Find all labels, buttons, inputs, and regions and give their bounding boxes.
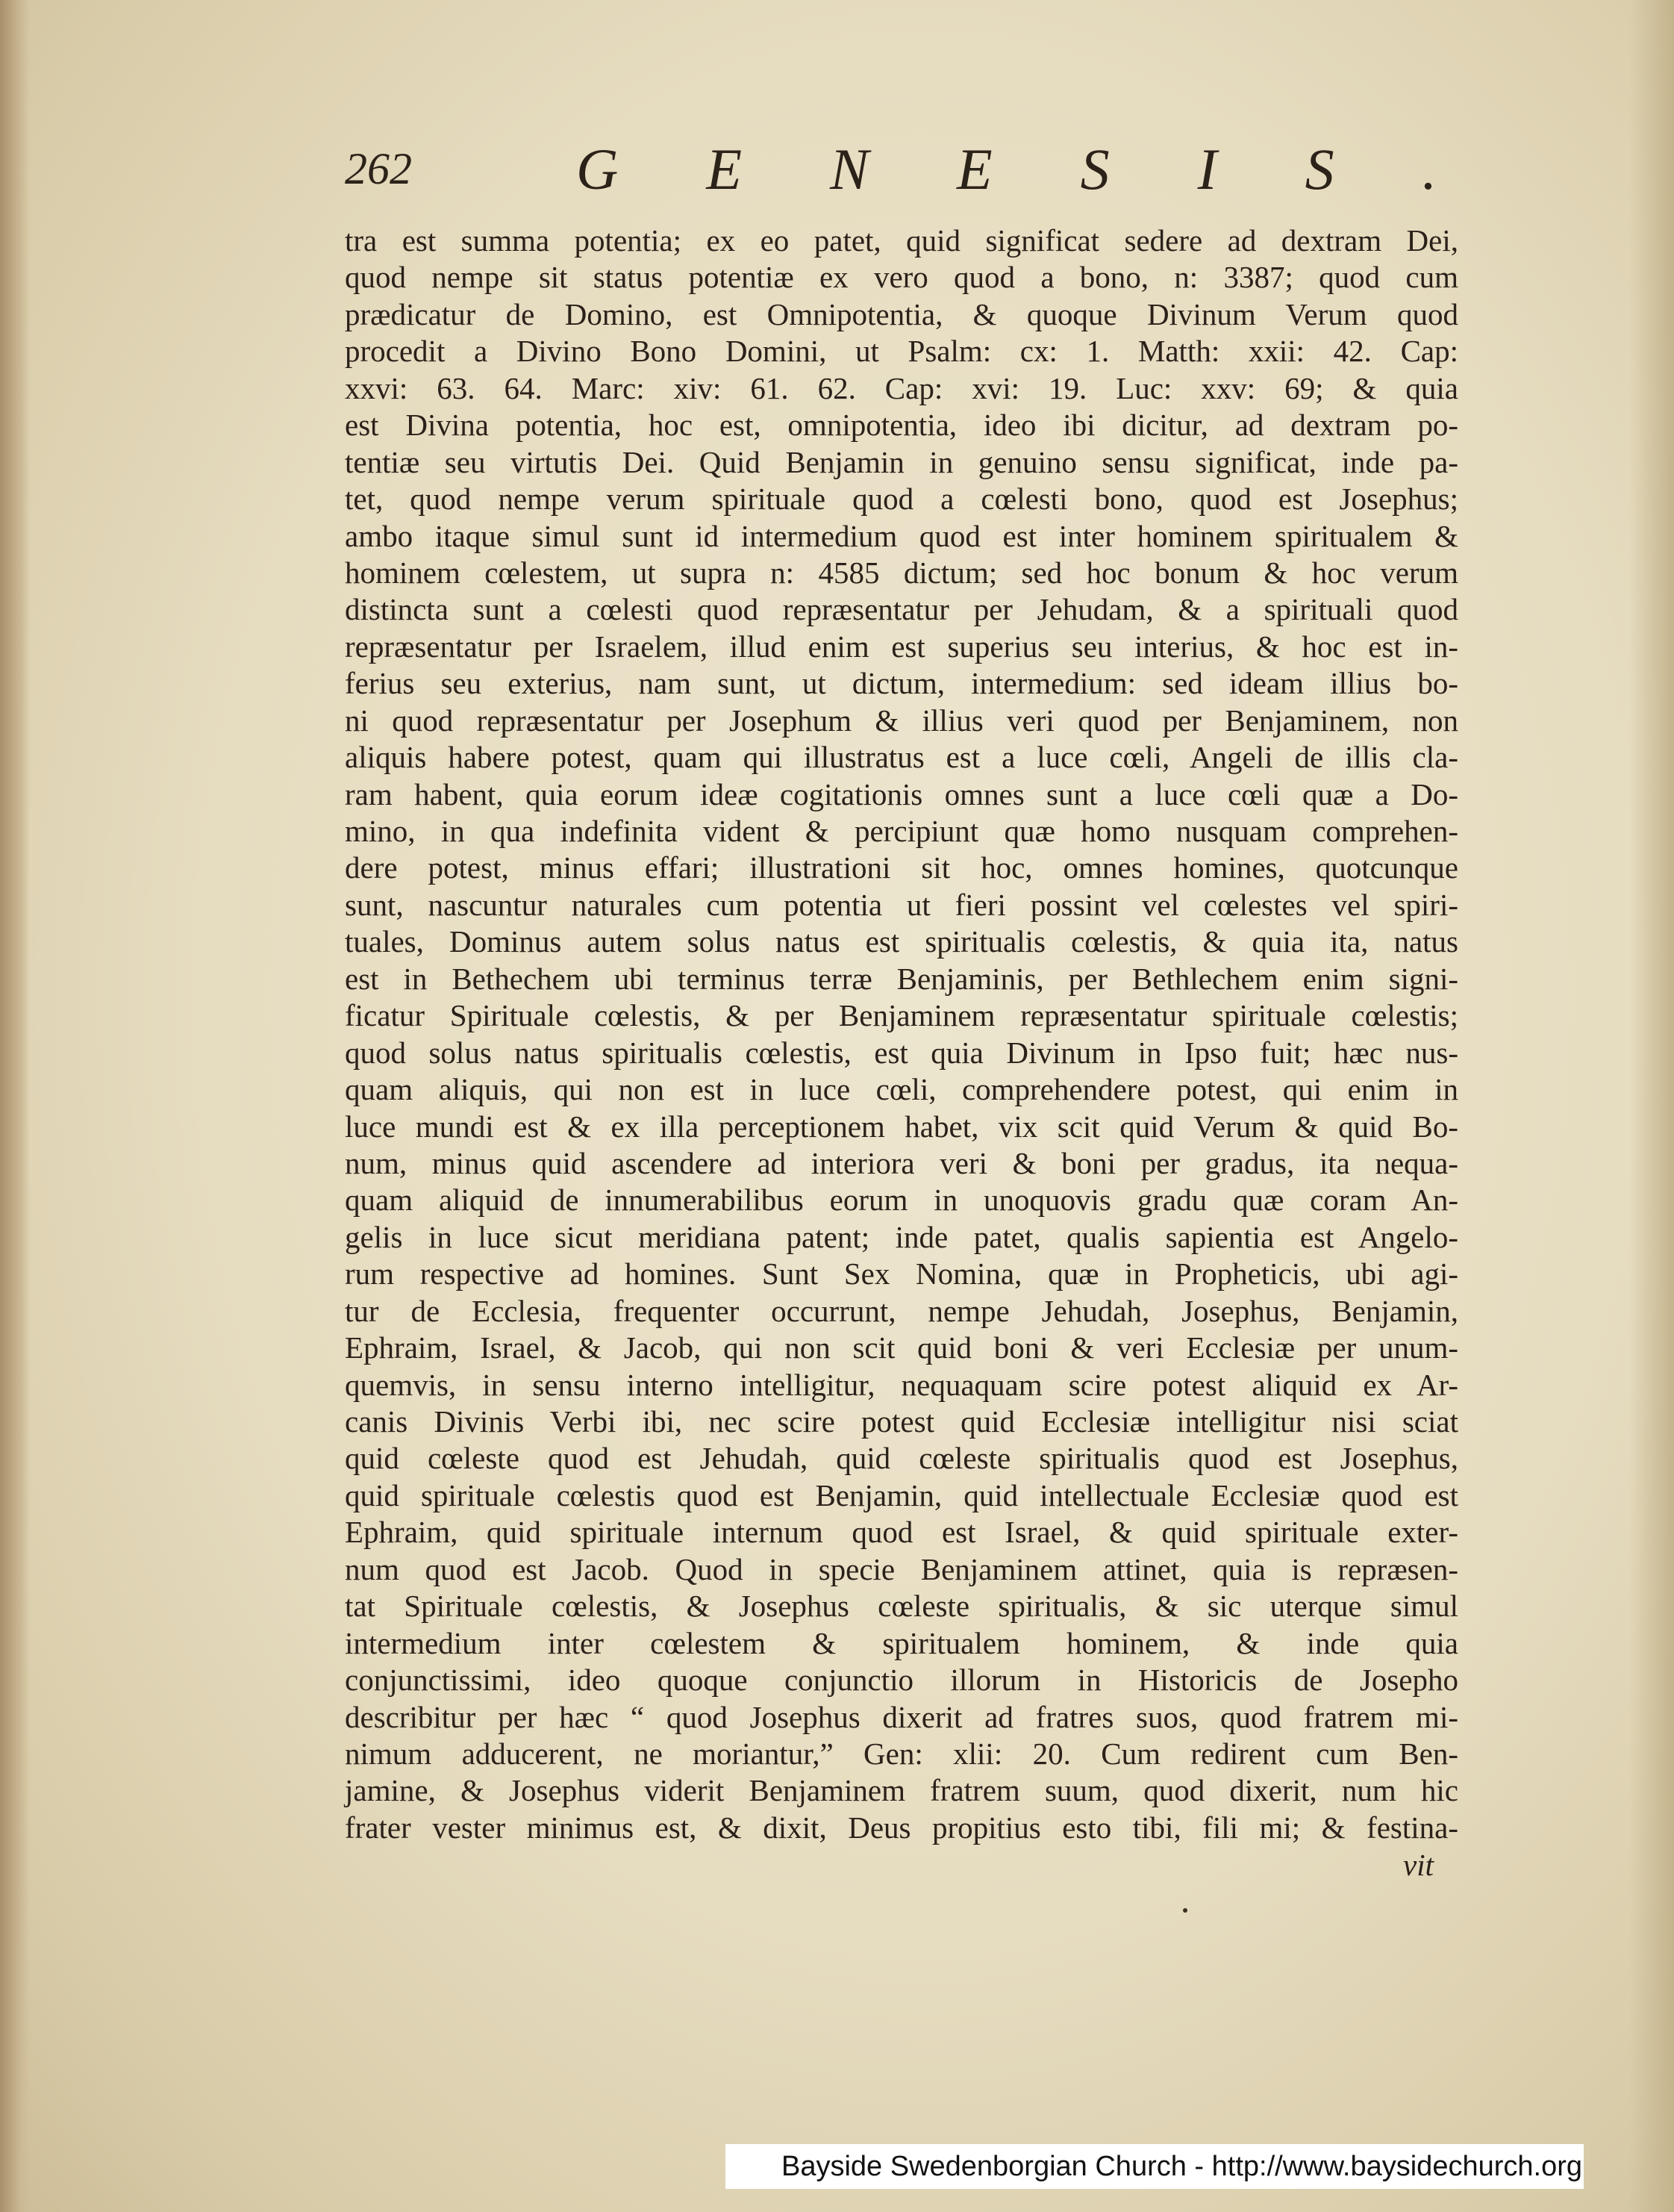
- text-line: tuales, Dominus autem solus natus est spiritualis cœlestis, & quia ita, natus: [345, 924, 1458, 959]
- text-line: quid spirituale cœlestis quod est Benjamin, quid intellectuale Ecclesiæ quod est: [345, 1477, 1458, 1512]
- watermark-banner: Bayside Swedenborgian Church - http://www.baysidechurch.org: [725, 2144, 1584, 2189]
- text-line: est in Bethechem ubi terminus terræ Benjaminis, per Bethlechem enim signi-: [345, 961, 1458, 996]
- text-line: Ephraim, quid spirituale internum quod est Israel, & quid spirituale exter-: [345, 1515, 1458, 1550]
- catchword: vit: [1403, 1848, 1434, 1882]
- running-title: GENESIS.: [576, 137, 1525, 202]
- page-number: 262: [345, 144, 412, 193]
- text-line: describitur per hæc “ quod Josephus dixerit ad fratres suos, quod fratrem mi-: [345, 1699, 1458, 1734]
- text-line: quemvis, in sensu interno intelligitur, nequaquam scire potest aliquid ex Ar-: [345, 1367, 1458, 1402]
- page-header: [345, 136, 1525, 211]
- text-line: tat Spirituale cœlestis, & Josephus cœleste spiritualis, & sic uterque simul: [345, 1589, 1458, 1624]
- text-line: [345, 1884, 1458, 1920]
- text-line: est Divina potentia, hoc est, omnipotentia, ideo ibi dicitur, ad dextram po-: [345, 408, 1458, 443]
- page-edge-shadow: [1629, 0, 1674, 2212]
- text-line: sunt, nascuntur naturales cum potentia ut fieri possint vel cœlestes vel spiri-: [345, 887, 1458, 922]
- text-line: num quod est Jacob. Quod in specie Benjaminem attinet, quia is repræsen-: [345, 1551, 1458, 1586]
- text-line: procedit a Divino Bono Domini, ut Psalm: cx: 1. Matth: xxii: 42. Cap:: [345, 334, 1458, 369]
- text-line: [345, 1846, 1458, 1883]
- text-line: mino, in qua indefinita vident & percipiunt quæ homo nusquam comprehen-: [345, 814, 1458, 848]
- text-line: aliquis habere potest, quam qui illustratus est a luce cœli, Angeli de illis cla-: [345, 740, 1458, 775]
- ink-speck: [1183, 1908, 1187, 1913]
- text-line: luce mundi est & ex illa perceptionem habet, vix scit quid Verum & quid Bo-: [345, 1109, 1458, 1144]
- text-line: repræsentatur per Israelem, illud enim est superius seu interius, & hoc est in-: [345, 629, 1458, 664]
- text-line: hominem cœlestem, ut supra n: 4585 dictum; sed hoc bonum & hoc verum: [345, 555, 1458, 590]
- text-line: tet, quod nempe verum spirituale quod a cœlesti bono, quod est Josephus;: [345, 482, 1458, 517]
- text-line: num, minus quid ascendere ad interiora veri & boni per gradus, ita nequa-: [345, 1145, 1458, 1180]
- text-line: xxvi: 63. 64. Marc: xiv: 61. 62. Cap: xvi: 19. Luc: xxv: 69; & quia: [345, 370, 1458, 405]
- text-line: Ephraim, Israel, & Jacob, qui non scit quid boni & veri Ecclesiæ per unum-: [345, 1330, 1458, 1365]
- text-line: frater vester minimus est, & dixit, Deus propitius esto tibi, fili mi; & festina-: [345, 1810, 1458, 1845]
- text-line: rum respective ad homines. Sunt Sex Nomina, quæ in Propheticis, ubi agi-: [345, 1256, 1458, 1292]
- text-line: nimum adducerent, ne moriantur,” Gen: xlii: 20. Cum redirent cum Ben-: [345, 1736, 1458, 1771]
- text-line: intermedium inter cœlestem & spiritualem hominem, & inde quia: [345, 1625, 1458, 1660]
- page-spine-shadow: [0, 0, 30, 2212]
- text-line: quod solus natus spiritualis cœlestis, est quia Divinum in Ipso fuit; hæc nus-: [345, 1035, 1458, 1070]
- text-line: dere potest, minus effari; illustrationi sit hoc, omnes homines, quotcunque: [345, 850, 1458, 885]
- text-line: ficatur Spirituale cœlestis, & per Benjaminem repræsentatur spirituale cœlestis;: [345, 998, 1458, 1033]
- text-line: ram habent, quia eorum ideæ cogitationis omnes sunt a luce cœli quæ a Do-: [345, 776, 1458, 811]
- text-line: distincta sunt a cœlesti quod repræsentatur per Jehudam, & a spirituali quod: [345, 592, 1458, 627]
- text-line: gelis in luce sicut meridiana patent; inde patet, qualis sapientia est Angelo-: [345, 1219, 1458, 1254]
- text-line: prædicatur de Domino, est Omnipotentia, & quoque Divinum Verum quod: [345, 296, 1458, 331]
- text-line: quid cœleste quod est Jehudah, quid cœleste spiritualis quod est Josephus,: [345, 1441, 1458, 1476]
- text-line: quam aliquis, qui non est in luce cœli, comprehendere potest, qui enim in: [345, 1072, 1458, 1107]
- body-text: [345, 222, 1458, 1920]
- text-line: canis Divinis Verbi ibi, nec scire potest quid Ecclesiæ intelligitur nisi sciat: [345, 1404, 1458, 1439]
- text-line: conjunctissimi, ideo quoque conjunctio illorum in Historicis de Josepho: [345, 1663, 1458, 1698]
- text-line: ambo itaque simul sunt id intermedium quod est inter hominem spiritualem &: [345, 518, 1458, 553]
- text-line: tra est summa potentia; ex eo patet, quid significat sedere ad dextram Dei,: [345, 223, 1458, 258]
- text-line: jamine, & Josephus viderit Benjaminem fratrem suum, quod dixerit, num hic: [345, 1773, 1458, 1808]
- text-line: quam aliquid de innumerabilibus eorum in unoquovis gradu quæ coram An-: [345, 1183, 1458, 1218]
- text-line: quod nempe sit status potentiæ ex vero quod a bono, n: 3387; quod cum: [345, 260, 1458, 295]
- text-line: ni quod repræsentatur per Josephum & illius veri quod per Benjaminem, non: [345, 702, 1458, 738]
- text-line: ferius seu exterius, nam sunt, ut dictum, intermedium: sed ideam illius bo-: [345, 666, 1458, 701]
- text-line: tur de Ecclesia, frequenter occurrunt, nempe Jehudah, Josephus, Benjamin,: [345, 1293, 1458, 1328]
- text-line: tentiæ seu virtutis Dei. Quid Benjamin in genuino sensu significat, inde pa-: [345, 444, 1458, 479]
